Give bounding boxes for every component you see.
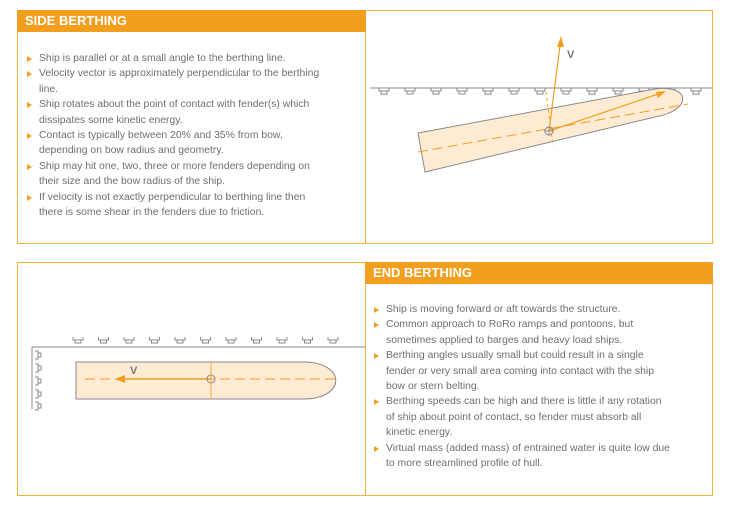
fender-icon bbox=[561, 88, 571, 94]
list-item: Ship is parallel or at a small angle to the berthing line. bbox=[26, 51, 326, 66]
side-berthing-diagram bbox=[366, 11, 712, 243]
fender-icon bbox=[35, 390, 41, 398]
list-item: Berthing speeds can be high and there is little if any rotation of ship about point of contact, so fender must absorb all kinetic energy. bbox=[373, 394, 673, 440]
fender-icon bbox=[431, 88, 441, 94]
fender-icon bbox=[35, 402, 41, 410]
list-item: Virtual mass (added mass) of entrained water is quite low due to more streamlined profile of hull. bbox=[373, 441, 673, 472]
fender-icon bbox=[35, 351, 41, 359]
fender-icon bbox=[73, 337, 83, 343]
end-berthing-diagram bbox=[18, 263, 365, 495]
end-berthing-title: END BERTHING bbox=[365, 262, 713, 284]
list-item: Ship is moving forward or aft towards the structure. bbox=[373, 302, 673, 317]
fender-icon bbox=[252, 337, 262, 343]
fender-icon bbox=[691, 88, 701, 94]
fender-icon bbox=[535, 88, 545, 94]
fender-icon bbox=[124, 337, 134, 343]
fender-icon bbox=[613, 88, 623, 94]
fender-icon bbox=[201, 337, 211, 343]
list-item: Common approach to RoRo ramps and pontoons, but sometimes applied to barges and heavy load ships. bbox=[373, 317, 673, 348]
fender-icon bbox=[379, 88, 389, 94]
fender-icon bbox=[405, 88, 415, 94]
fender-icon bbox=[277, 337, 287, 343]
fender-icon bbox=[483, 88, 493, 94]
list-item: Velocity vector is approximately perpendicular to the berthing line. bbox=[26, 66, 326, 97]
end-berthing-bullets bbox=[373, 302, 673, 471]
list-item: Ship rotates about the point of contact with fender(s) which dissipates some kinetic energy. bbox=[26, 97, 326, 128]
fender-icon bbox=[35, 377, 41, 385]
fender-icon bbox=[175, 337, 185, 343]
ship-hull bbox=[76, 362, 336, 399]
fender-icon bbox=[328, 337, 338, 343]
list-item: If velocity is not exactly perpendicular to berthing line then there is some shear in the fenders due to friction. bbox=[26, 190, 326, 221]
list-item: Ship may hit one, two, three or more fenders depending on their size and the bow radius of the ship. bbox=[26, 159, 326, 190]
fender-icon bbox=[457, 88, 467, 94]
side-berthing-title: SIDE BERTHING bbox=[17, 10, 366, 32]
velocity-arrowhead bbox=[557, 36, 564, 47]
velocity-label: V bbox=[130, 365, 138, 377]
velocity-label: V bbox=[567, 49, 575, 61]
side-berthing-bullets bbox=[26, 51, 326, 220]
fender-icon bbox=[99, 337, 109, 343]
fender-icon bbox=[303, 337, 313, 343]
fender-icon bbox=[35, 364, 41, 372]
fender-row bbox=[73, 337, 338, 343]
list-item: Berthing angles usually small but could result in a single fender or very small area coming into contact with the ship bow or stern belting. bbox=[373, 348, 673, 394]
end-wall-fenders bbox=[35, 351, 41, 410]
list-item: Contact is typically between 20% and 35% from bow, depending on bow radius and geometry. bbox=[26, 128, 326, 159]
fender-icon bbox=[587, 88, 597, 94]
fender-icon bbox=[150, 337, 160, 343]
fender-icon bbox=[226, 337, 236, 343]
fender-icon bbox=[509, 88, 519, 94]
